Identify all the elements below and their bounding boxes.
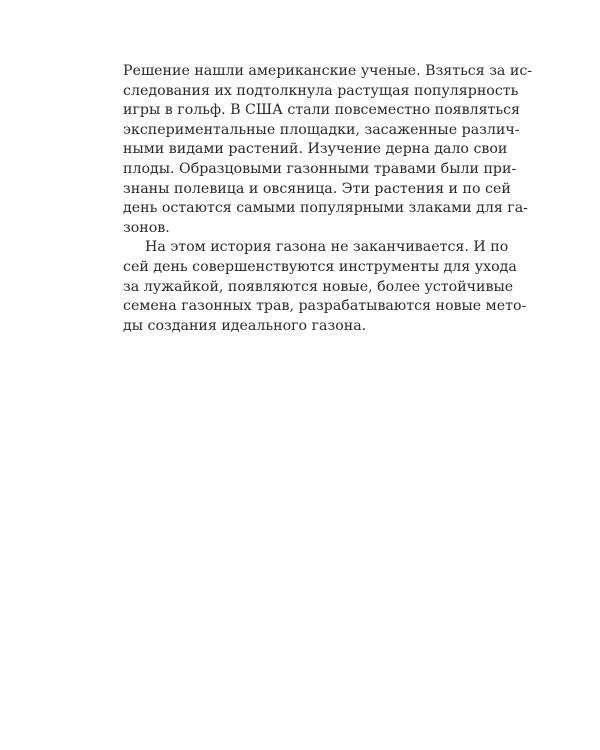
paragraph-1 (123, 62, 533, 238)
text-line: зонов. (123, 219, 170, 236)
text-line: плоды. Образцовыми газонными травами были при- (123, 160, 517, 177)
text-line: семена газонных трав, разрабатываются новые мето- (123, 298, 527, 315)
paragraph-2 (123, 238, 527, 336)
text-line: ными видами растений. Изучение дерна дало свои (123, 141, 508, 158)
text-line: Решение нашли американские ученые. Взяться за ис- (123, 63, 533, 79)
text-line: знаны полевица и овсяница. Эти растения и по сей (123, 180, 511, 197)
text-line: На этом история газона не заканчивается. И по (145, 239, 509, 256)
text-line: день остаются самыми популярными злаками для га- (123, 200, 528, 217)
text-line: за лужайкой, появляются новые, более устойчивые (123, 278, 514, 295)
text-line: игры в гольф. В США стали повсеместно появляться (123, 102, 521, 119)
text-line: ды создания идеального газона. (123, 317, 367, 334)
body-text (123, 62, 533, 336)
text-line: следования их подтолкнула растущая популярность (123, 82, 519, 99)
text-line: экспериментальные площадки, засаженные различ- (123, 121, 520, 138)
text-line: сей день совершенствуются инструменты для ухода (123, 258, 517, 275)
